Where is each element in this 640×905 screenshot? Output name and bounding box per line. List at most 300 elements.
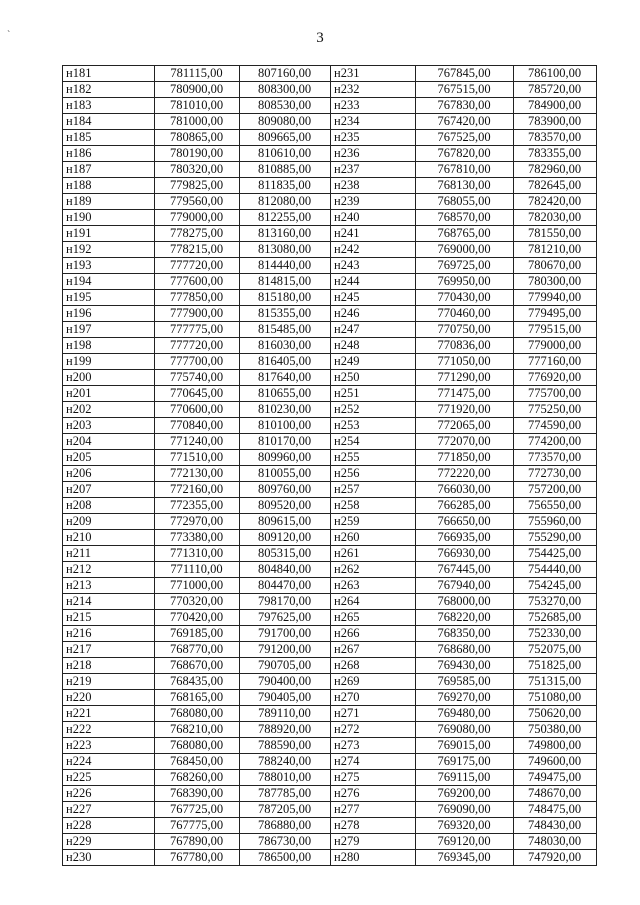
x-coordinate-right: 766935,00 (416, 530, 514, 546)
y-coordinate-right: 750620,00 (514, 706, 597, 722)
point-id-left: н184 (63, 114, 155, 130)
point-id-left: н220 (63, 690, 155, 706)
y-coordinate-right: 754425,00 (514, 546, 597, 562)
y-coordinate-left: 788590,00 (240, 738, 331, 754)
x-coordinate-left: 777850,00 (155, 290, 240, 306)
point-id-left: н211 (63, 546, 155, 562)
x-coordinate-right: 771050,00 (416, 354, 514, 370)
point-id-right: н257 (331, 482, 416, 498)
point-id-left: н208 (63, 498, 155, 514)
point-id-right: н246 (331, 306, 416, 322)
table-row (63, 322, 597, 338)
point-id-left: н217 (63, 642, 155, 658)
point-id-right: н273 (331, 738, 416, 754)
x-coordinate-right: 767420,00 (416, 114, 514, 130)
point-id-right: н235 (331, 130, 416, 146)
point-id-right: н275 (331, 770, 416, 786)
x-coordinate-right: 769000,00 (416, 242, 514, 258)
y-coordinate-left: 814815,00 (240, 274, 331, 290)
y-coordinate-right: 785720,00 (514, 82, 597, 98)
x-coordinate-right: 769175,00 (416, 754, 514, 770)
y-coordinate-right: 755290,00 (514, 530, 597, 546)
point-id-left: н207 (63, 482, 155, 498)
point-id-right: н232 (331, 82, 416, 98)
y-coordinate-right: 755960,00 (514, 514, 597, 530)
x-coordinate-left: 778275,00 (155, 226, 240, 242)
x-coordinate-left: 770320,00 (155, 594, 240, 610)
x-coordinate-right: 767445,00 (416, 562, 514, 578)
y-coordinate-left: 804470,00 (240, 578, 331, 594)
table-row (63, 674, 597, 690)
x-coordinate-left: 780190,00 (155, 146, 240, 162)
y-coordinate-left: 810055,00 (240, 466, 331, 482)
y-coordinate-left: 809615,00 (240, 514, 331, 530)
point-id-right: н262 (331, 562, 416, 578)
x-coordinate-left: 768165,00 (155, 690, 240, 706)
table-row (63, 98, 597, 114)
point-id-left: н191 (63, 226, 155, 242)
x-coordinate-left: 768670,00 (155, 658, 240, 674)
x-coordinate-left: 779825,00 (155, 178, 240, 194)
x-coordinate-right: 767810,00 (416, 162, 514, 178)
x-coordinate-left: 770420,00 (155, 610, 240, 626)
x-coordinate-right: 768000,00 (416, 594, 514, 610)
x-coordinate-left: 768260,00 (155, 770, 240, 786)
table-row (63, 354, 597, 370)
x-coordinate-right: 766650,00 (416, 514, 514, 530)
table-row (63, 66, 597, 82)
table-row (63, 514, 597, 530)
point-id-left: н186 (63, 146, 155, 162)
y-coordinate-right: 783900,00 (514, 114, 597, 130)
point-id-right: н244 (331, 274, 416, 290)
point-id-left: н183 (63, 98, 155, 114)
x-coordinate-right: 766030,00 (416, 482, 514, 498)
table-row (63, 210, 597, 226)
y-coordinate-right: 777160,00 (514, 354, 597, 370)
x-coordinate-right: 770836,00 (416, 338, 514, 354)
point-id-left: н195 (63, 290, 155, 306)
point-id-left: н210 (63, 530, 155, 546)
y-coordinate-left: 810100,00 (240, 418, 331, 434)
x-coordinate-right: 771850,00 (416, 450, 514, 466)
table-row (63, 306, 597, 322)
x-coordinate-left: 772160,00 (155, 482, 240, 498)
y-coordinate-left: 810885,00 (240, 162, 331, 178)
table-row (63, 338, 597, 354)
table-row (63, 690, 597, 706)
x-coordinate-left: 777700,00 (155, 354, 240, 370)
y-coordinate-right: 748030,00 (514, 834, 597, 850)
x-coordinate-right: 772070,00 (416, 434, 514, 450)
y-coordinate-left: 786880,00 (240, 818, 331, 834)
table-row (63, 82, 597, 98)
y-coordinate-right: 780670,00 (514, 258, 597, 274)
x-coordinate-right: 766930,00 (416, 546, 514, 562)
x-coordinate-right: 770460,00 (416, 306, 514, 322)
x-coordinate-left: 778215,00 (155, 242, 240, 258)
y-coordinate-right: 776920,00 (514, 370, 597, 386)
point-id-left: н182 (63, 82, 155, 98)
table-row (63, 850, 597, 866)
point-id-left: н194 (63, 274, 155, 290)
table-row (63, 498, 597, 514)
y-coordinate-left: 809665,00 (240, 130, 331, 146)
table-row (63, 754, 597, 770)
x-coordinate-left: 771310,00 (155, 546, 240, 562)
x-coordinate-left: 770840,00 (155, 418, 240, 434)
y-coordinate-left: 797625,00 (240, 610, 331, 626)
point-id-right: н268 (331, 658, 416, 674)
point-id-right: н249 (331, 354, 416, 370)
y-coordinate-left: 808300,00 (240, 82, 331, 98)
x-coordinate-right: 769430,00 (416, 658, 514, 674)
point-id-right: н234 (331, 114, 416, 130)
point-id-right: н263 (331, 578, 416, 594)
y-coordinate-left: 810610,00 (240, 146, 331, 162)
y-coordinate-right: 779940,00 (514, 290, 597, 306)
point-id-right: н252 (331, 402, 416, 418)
point-id-right: н267 (331, 642, 416, 658)
point-id-left: н230 (63, 850, 155, 866)
x-coordinate-right: 769080,00 (416, 722, 514, 738)
table-row (63, 290, 597, 306)
point-id-left: н190 (63, 210, 155, 226)
point-id-left: н215 (63, 610, 155, 626)
y-coordinate-right: 783570,00 (514, 130, 597, 146)
x-coordinate-right: 769270,00 (416, 690, 514, 706)
table-row (63, 434, 597, 450)
y-coordinate-right: 754440,00 (514, 562, 597, 578)
y-coordinate-right: 774590,00 (514, 418, 597, 434)
y-coordinate-left: 804840,00 (240, 562, 331, 578)
x-coordinate-left: 781010,00 (155, 98, 240, 114)
table-row (63, 546, 597, 562)
x-coordinate-left: 772130,00 (155, 466, 240, 482)
point-id-right: н250 (331, 370, 416, 386)
y-coordinate-right: 754245,00 (514, 578, 597, 594)
table-row (63, 578, 597, 594)
point-id-left: н189 (63, 194, 155, 210)
y-coordinate-right: 773570,00 (514, 450, 597, 466)
table-row (63, 818, 597, 834)
table-row (63, 738, 597, 754)
table-row (63, 482, 597, 498)
y-coordinate-right: 786100,00 (514, 66, 597, 82)
point-id-left: н219 (63, 674, 155, 690)
y-coordinate-left: 810170,00 (240, 434, 331, 450)
y-coordinate-right: 782960,00 (514, 162, 597, 178)
y-coordinate-left: 789110,00 (240, 706, 331, 722)
x-coordinate-left: 767725,00 (155, 802, 240, 818)
table-row (63, 370, 597, 386)
point-id-right: н237 (331, 162, 416, 178)
x-coordinate-right: 769015,00 (416, 738, 514, 754)
table-row (63, 162, 597, 178)
y-coordinate-right: 750380,00 (514, 722, 597, 738)
point-id-right: н242 (331, 242, 416, 258)
y-coordinate-right: 782420,00 (514, 194, 597, 210)
x-coordinate-right: 767525,00 (416, 130, 514, 146)
point-id-left: н222 (63, 722, 155, 738)
table-row (63, 386, 597, 402)
y-coordinate-right: 779495,00 (514, 306, 597, 322)
y-coordinate-left: 815485,00 (240, 322, 331, 338)
point-id-left: н218 (63, 658, 155, 674)
table-row (63, 466, 597, 482)
y-coordinate-left: 816405,00 (240, 354, 331, 370)
x-coordinate-right: 771475,00 (416, 386, 514, 402)
point-id-left: н206 (63, 466, 155, 482)
x-coordinate-right: 769480,00 (416, 706, 514, 722)
point-id-right: н243 (331, 258, 416, 274)
x-coordinate-right: 769950,00 (416, 274, 514, 290)
x-coordinate-left: 781000,00 (155, 114, 240, 130)
table-row (63, 194, 597, 210)
table-row (63, 178, 597, 194)
x-coordinate-left: 768080,00 (155, 706, 240, 722)
y-coordinate-left: 788920,00 (240, 722, 331, 738)
point-id-left: н229 (63, 834, 155, 850)
table-row (63, 226, 597, 242)
point-id-left: н204 (63, 434, 155, 450)
point-id-right: н231 (331, 66, 416, 82)
point-id-right: н260 (331, 530, 416, 546)
y-coordinate-left: 798170,00 (240, 594, 331, 610)
x-coordinate-right: 767845,00 (416, 66, 514, 82)
x-coordinate-right: 769200,00 (416, 786, 514, 802)
point-id-left: н200 (63, 370, 155, 386)
y-coordinate-right: 752075,00 (514, 642, 597, 658)
y-coordinate-left: 807160,00 (240, 66, 331, 82)
x-coordinate-left: 777720,00 (155, 258, 240, 274)
y-coordinate-left: 808530,00 (240, 98, 331, 114)
x-coordinate-left: 768080,00 (155, 738, 240, 754)
table-row (63, 706, 597, 722)
x-coordinate-left: 780320,00 (155, 162, 240, 178)
point-id-left: н192 (63, 242, 155, 258)
x-coordinate-right: 771290,00 (416, 370, 514, 386)
point-id-left: н188 (63, 178, 155, 194)
x-coordinate-left: 777900,00 (155, 306, 240, 322)
x-coordinate-right: 770750,00 (416, 322, 514, 338)
point-id-left: н205 (63, 450, 155, 466)
y-coordinate-left: 788240,00 (240, 754, 331, 770)
y-coordinate-left: 813160,00 (240, 226, 331, 242)
point-id-right: н277 (331, 802, 416, 818)
table-row (63, 562, 597, 578)
point-id-right: н265 (331, 610, 416, 626)
x-coordinate-left: 770645,00 (155, 386, 240, 402)
table-row (63, 274, 597, 290)
table-row (63, 642, 597, 658)
x-coordinate-right: 768130,00 (416, 178, 514, 194)
point-id-right: н253 (331, 418, 416, 434)
point-id-left: н227 (63, 802, 155, 818)
point-id-right: н261 (331, 546, 416, 562)
x-coordinate-right: 769585,00 (416, 674, 514, 690)
point-id-right: н264 (331, 594, 416, 610)
y-coordinate-right: 775250,00 (514, 402, 597, 418)
point-id-left: н181 (63, 66, 155, 82)
scan-mark: ` (7, 30, 11, 41)
point-id-left: н221 (63, 706, 155, 722)
point-id-right: н255 (331, 450, 416, 466)
y-coordinate-right: 772730,00 (514, 466, 597, 482)
x-coordinate-left: 767890,00 (155, 834, 240, 850)
point-id-right: н272 (331, 722, 416, 738)
x-coordinate-left: 768450,00 (155, 754, 240, 770)
y-coordinate-right: 775700,00 (514, 386, 597, 402)
point-id-left: н225 (63, 770, 155, 786)
point-id-right: н270 (331, 690, 416, 706)
y-coordinate-left: 809520,00 (240, 498, 331, 514)
x-coordinate-left: 771240,00 (155, 434, 240, 450)
y-coordinate-right: 749800,00 (514, 738, 597, 754)
y-coordinate-left: 817640,00 (240, 370, 331, 386)
table-row (63, 594, 597, 610)
x-coordinate-left: 779560,00 (155, 194, 240, 210)
y-coordinate-left: 786500,00 (240, 850, 331, 866)
x-coordinate-left: 770600,00 (155, 402, 240, 418)
x-coordinate-right: 768055,00 (416, 194, 514, 210)
y-coordinate-right: 752685,00 (514, 610, 597, 626)
table-row (63, 658, 597, 674)
x-coordinate-right: 771920,00 (416, 402, 514, 418)
y-coordinate-left: 787205,00 (240, 802, 331, 818)
table-row (63, 258, 597, 274)
y-coordinate-left: 791200,00 (240, 642, 331, 658)
point-id-right: н238 (331, 178, 416, 194)
point-id-right: н240 (331, 210, 416, 226)
point-id-right: н248 (331, 338, 416, 354)
point-id-right: н279 (331, 834, 416, 850)
table-row (63, 450, 597, 466)
coordinates-table (62, 65, 597, 866)
x-coordinate-left: 771510,00 (155, 450, 240, 466)
y-coordinate-right: 751825,00 (514, 658, 597, 674)
point-id-left: н187 (63, 162, 155, 178)
x-coordinate-right: 768680,00 (416, 642, 514, 658)
x-coordinate-right: 767940,00 (416, 578, 514, 594)
x-coordinate-left: 768435,00 (155, 674, 240, 690)
x-coordinate-right: 769320,00 (416, 818, 514, 834)
x-coordinate-left: 781115,00 (155, 66, 240, 82)
y-coordinate-left: 816030,00 (240, 338, 331, 354)
point-id-right: н271 (331, 706, 416, 722)
point-id-right: н236 (331, 146, 416, 162)
y-coordinate-left: 805315,00 (240, 546, 331, 562)
y-coordinate-right: 779515,00 (514, 322, 597, 338)
x-coordinate-right: 769115,00 (416, 770, 514, 786)
y-coordinate-right: 783355,00 (514, 146, 597, 162)
y-coordinate-right: 751315,00 (514, 674, 597, 690)
table-row (63, 530, 597, 546)
point-id-right: н266 (331, 626, 416, 642)
y-coordinate-right: 784900,00 (514, 98, 597, 114)
point-id-left: н213 (63, 578, 155, 594)
y-coordinate-left: 790405,00 (240, 690, 331, 706)
x-coordinate-left: 767780,00 (155, 850, 240, 866)
x-coordinate-right: 769090,00 (416, 802, 514, 818)
x-coordinate-right: 772220,00 (416, 466, 514, 482)
point-id-right: н269 (331, 674, 416, 690)
y-coordinate-right: 753270,00 (514, 594, 597, 610)
x-coordinate-left: 777720,00 (155, 338, 240, 354)
x-coordinate-right: 767830,00 (416, 98, 514, 114)
point-id-left: н197 (63, 322, 155, 338)
x-coordinate-right: 767820,00 (416, 146, 514, 162)
point-id-left: н203 (63, 418, 155, 434)
x-coordinate-right: 770430,00 (416, 290, 514, 306)
x-coordinate-right: 769725,00 (416, 258, 514, 274)
table-row (63, 610, 597, 626)
table-row (63, 834, 597, 850)
x-coordinate-left: 768770,00 (155, 642, 240, 658)
y-coordinate-right: 779000,00 (514, 338, 597, 354)
point-id-right: н251 (331, 386, 416, 402)
x-coordinate-right: 768350,00 (416, 626, 514, 642)
y-coordinate-right: 748670,00 (514, 786, 597, 802)
y-coordinate-left: 815355,00 (240, 306, 331, 322)
point-id-right: н259 (331, 514, 416, 530)
table-row (63, 402, 597, 418)
y-coordinate-left: 786730,00 (240, 834, 331, 850)
y-coordinate-left: 814440,00 (240, 258, 331, 274)
x-coordinate-left: 777775,00 (155, 322, 240, 338)
y-coordinate-right: 781210,00 (514, 242, 597, 258)
y-coordinate-right: 752330,00 (514, 626, 597, 642)
y-coordinate-left: 809080,00 (240, 114, 331, 130)
point-id-right: н274 (331, 754, 416, 770)
point-id-left: н202 (63, 402, 155, 418)
x-coordinate-left: 772970,00 (155, 514, 240, 530)
point-id-left: н228 (63, 818, 155, 834)
point-id-left: н214 (63, 594, 155, 610)
x-coordinate-left: 771000,00 (155, 578, 240, 594)
table-row (63, 242, 597, 258)
point-id-right: н233 (331, 98, 416, 114)
y-coordinate-left: 787785,00 (240, 786, 331, 802)
point-id-left: н201 (63, 386, 155, 402)
x-coordinate-left: 769185,00 (155, 626, 240, 642)
x-coordinate-left: 779000,00 (155, 210, 240, 226)
x-coordinate-left: 775740,00 (155, 370, 240, 386)
point-id-right: н245 (331, 290, 416, 306)
point-id-left: н209 (63, 514, 155, 530)
point-id-left: н212 (63, 562, 155, 578)
x-coordinate-right: 766285,00 (416, 498, 514, 514)
x-coordinate-left: 768390,00 (155, 786, 240, 802)
x-coordinate-right: 768765,00 (416, 226, 514, 242)
point-id-left: н223 (63, 738, 155, 754)
y-coordinate-right: 780300,00 (514, 274, 597, 290)
point-id-right: н278 (331, 818, 416, 834)
y-coordinate-left: 791700,00 (240, 626, 331, 642)
y-coordinate-left: 810230,00 (240, 402, 331, 418)
table-row (63, 722, 597, 738)
x-coordinate-left: 767775,00 (155, 818, 240, 834)
y-coordinate-right: 748430,00 (514, 818, 597, 834)
page-number: 3 (316, 30, 324, 46)
point-id-left: н199 (63, 354, 155, 370)
y-coordinate-right: 782030,00 (514, 210, 597, 226)
y-coordinate-left: 810655,00 (240, 386, 331, 402)
x-coordinate-right: 772065,00 (416, 418, 514, 434)
x-coordinate-left: 771110,00 (155, 562, 240, 578)
y-coordinate-right: 781550,00 (514, 226, 597, 242)
table-row (63, 114, 597, 130)
